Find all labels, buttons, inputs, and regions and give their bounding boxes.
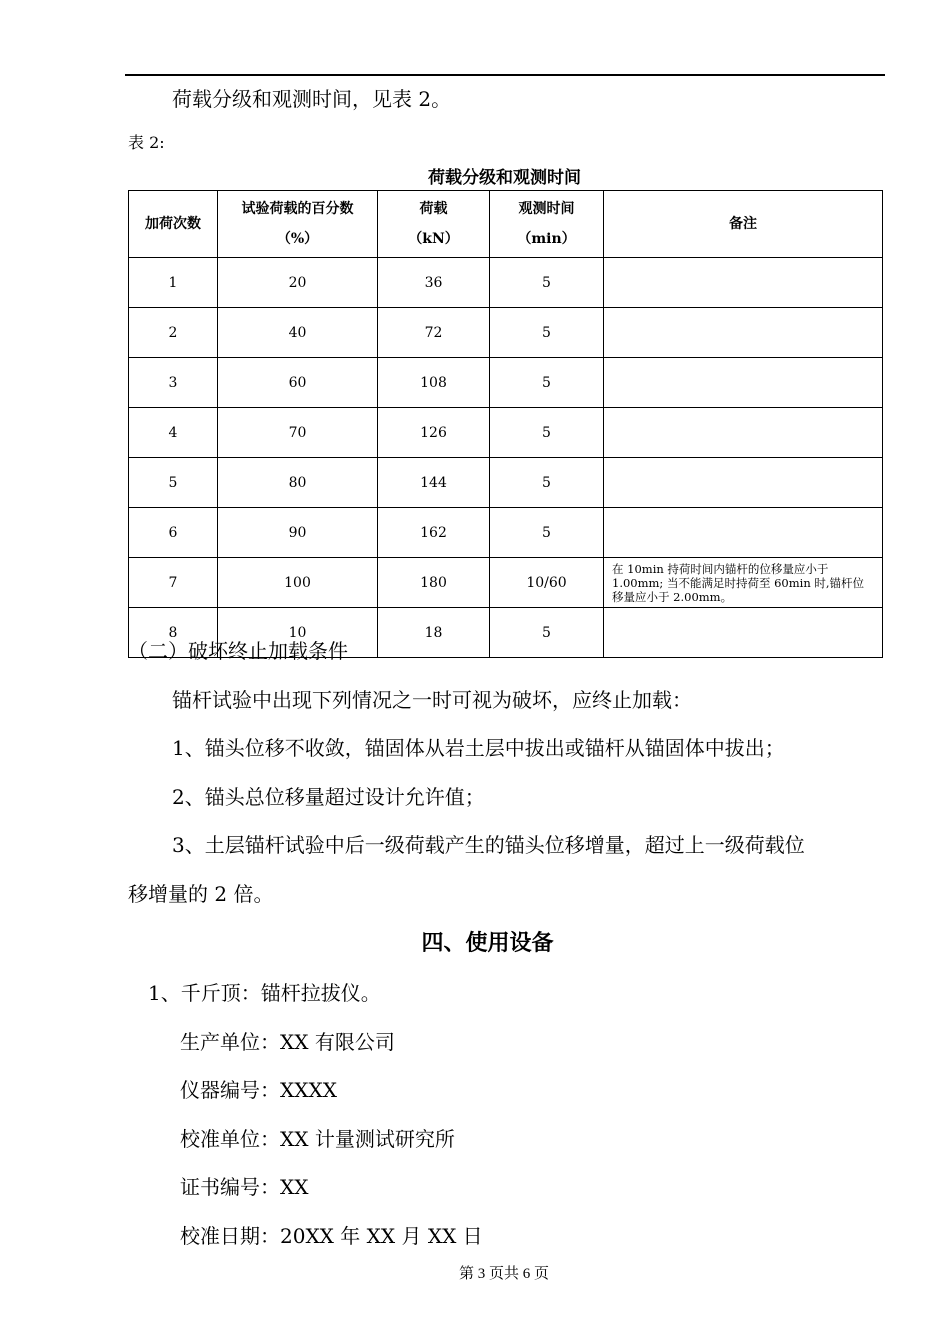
condition-2: 2、锚头总位移量超过设计允许值； <box>172 785 485 809</box>
header-observation-time <box>490 191 604 258</box>
cell-remark: 在 10min 持荷时间内锚杆的位移量应小于 1.00mm; 当不能满足时持荷至 60min 时,锚杆位移量应小于 2.00mm。 <box>604 558 883 608</box>
page-footer: 第 3 页共 6 页 <box>458 1266 549 1282</box>
equipment-manufacturer: 生产单位：XX 有限公司 <box>180 1030 395 1054</box>
section-heading-equipment: 四、使用设备 <box>421 930 554 956</box>
header-rule <box>125 74 885 76</box>
cell-load: 162 <box>378 508 490 558</box>
cell-remark <box>604 508 883 558</box>
cell-load-count: 1 <box>129 258 218 308</box>
header-test-load-percent-unit: （%） <box>276 231 319 247</box>
cell-time: 5 <box>490 408 604 458</box>
header-observation-time-unit: （min） <box>517 231 576 247</box>
cell-load-count: 4 <box>129 408 218 458</box>
cell-percent: 100 <box>218 558 378 608</box>
table-row <box>129 358 883 408</box>
cell-percent: 60 <box>218 358 378 408</box>
cell-time: 5 <box>490 458 604 508</box>
table-row <box>129 408 883 458</box>
cell-time: 5 <box>490 308 604 358</box>
header-remarks: 备注 <box>604 191 883 258</box>
table-caption: 荷载分级和观测时间 <box>428 168 581 188</box>
section2-title: （二）破坏终止加载条件 <box>128 639 348 663</box>
cell-time: 10/60 <box>490 558 604 608</box>
cell-percent: 20 <box>218 258 378 308</box>
table-row <box>129 558 883 608</box>
equipment-calibration-unit: 校准单位：XX 计量测试研究所 <box>180 1127 455 1151</box>
cell-load-count: 3 <box>129 358 218 408</box>
header-load-title: 荷载 <box>419 201 448 217</box>
condition-1: 1、锚头位移不收敛，锚固体从岩土层中拔出或锚杆从锚固体中拔出； <box>172 736 785 760</box>
cell-load-count: 5 <box>129 458 218 508</box>
table-row <box>129 508 883 558</box>
cell-time: 5 <box>490 258 604 308</box>
header-load <box>378 191 490 258</box>
cell-percent: 40 <box>218 308 378 358</box>
table-label: 表 2: <box>128 133 165 152</box>
cell-time: 5 <box>490 608 604 658</box>
intro-text: 荷载分级和观测时间，见表 2。 <box>172 87 452 111</box>
equipment-serial-number: 仪器编号：XXXX <box>180 1078 337 1102</box>
cell-percent: 90 <box>218 508 378 558</box>
condition-3: 3、土层锚杆试验中后一级荷载产生的锚头位移增量，超过上一级荷载位 <box>172 833 805 857</box>
cell-remark <box>604 408 883 458</box>
cell-remark <box>604 458 883 508</box>
table-row <box>129 258 883 308</box>
cell-percent: 70 <box>218 408 378 458</box>
table-row <box>129 458 883 508</box>
cell-load: 72 <box>378 308 490 358</box>
cell-load: 126 <box>378 408 490 458</box>
cell-load-count: 7 <box>129 558 218 608</box>
table-header-row <box>129 191 883 258</box>
header-test-load-percent <box>218 191 378 258</box>
cell-remark <box>604 608 883 658</box>
load-table <box>128 190 883 658</box>
equipment-item-jack: 1、千斤顶：锚杆拉拔仪。 <box>148 981 381 1005</box>
equipment-certificate-number: 证书编号：XX <box>180 1175 309 1199</box>
cell-percent: 80 <box>218 458 378 508</box>
header-observation-time-title: 观测时间 <box>518 201 575 217</box>
cell-remark <box>604 308 883 358</box>
cell-load: 36 <box>378 258 490 308</box>
condition-3-continued: 移增量的 2 倍。 <box>128 882 274 906</box>
cell-time: 5 <box>490 508 604 558</box>
cell-remark <box>604 258 883 308</box>
table-row <box>129 308 883 358</box>
cell-load: 144 <box>378 458 490 508</box>
header-load-count: 加荷次数 <box>129 191 218 258</box>
cell-time: 5 <box>490 358 604 408</box>
header-test-load-percent-title: 试验荷载的百分数 <box>241 201 354 217</box>
cell-load: 108 <box>378 358 490 408</box>
cell-remark <box>604 358 883 408</box>
cell-load-count: 6 <box>129 508 218 558</box>
section2-intro: 锚杆试验中出现下列情况之一时可视为破坏，应终止加载： <box>172 688 692 712</box>
cell-load-count: 2 <box>129 308 218 358</box>
cell-load: 18 <box>378 608 490 658</box>
cell-load: 180 <box>378 558 490 608</box>
header-load-unit: （kN） <box>408 231 459 247</box>
equipment-calibration-date: 校准日期：20XX 年 XX 月 XX 日 <box>180 1224 483 1248</box>
cell-load-count: 8 <box>129 608 218 658</box>
cell-percent: 10 <box>218 608 378 658</box>
